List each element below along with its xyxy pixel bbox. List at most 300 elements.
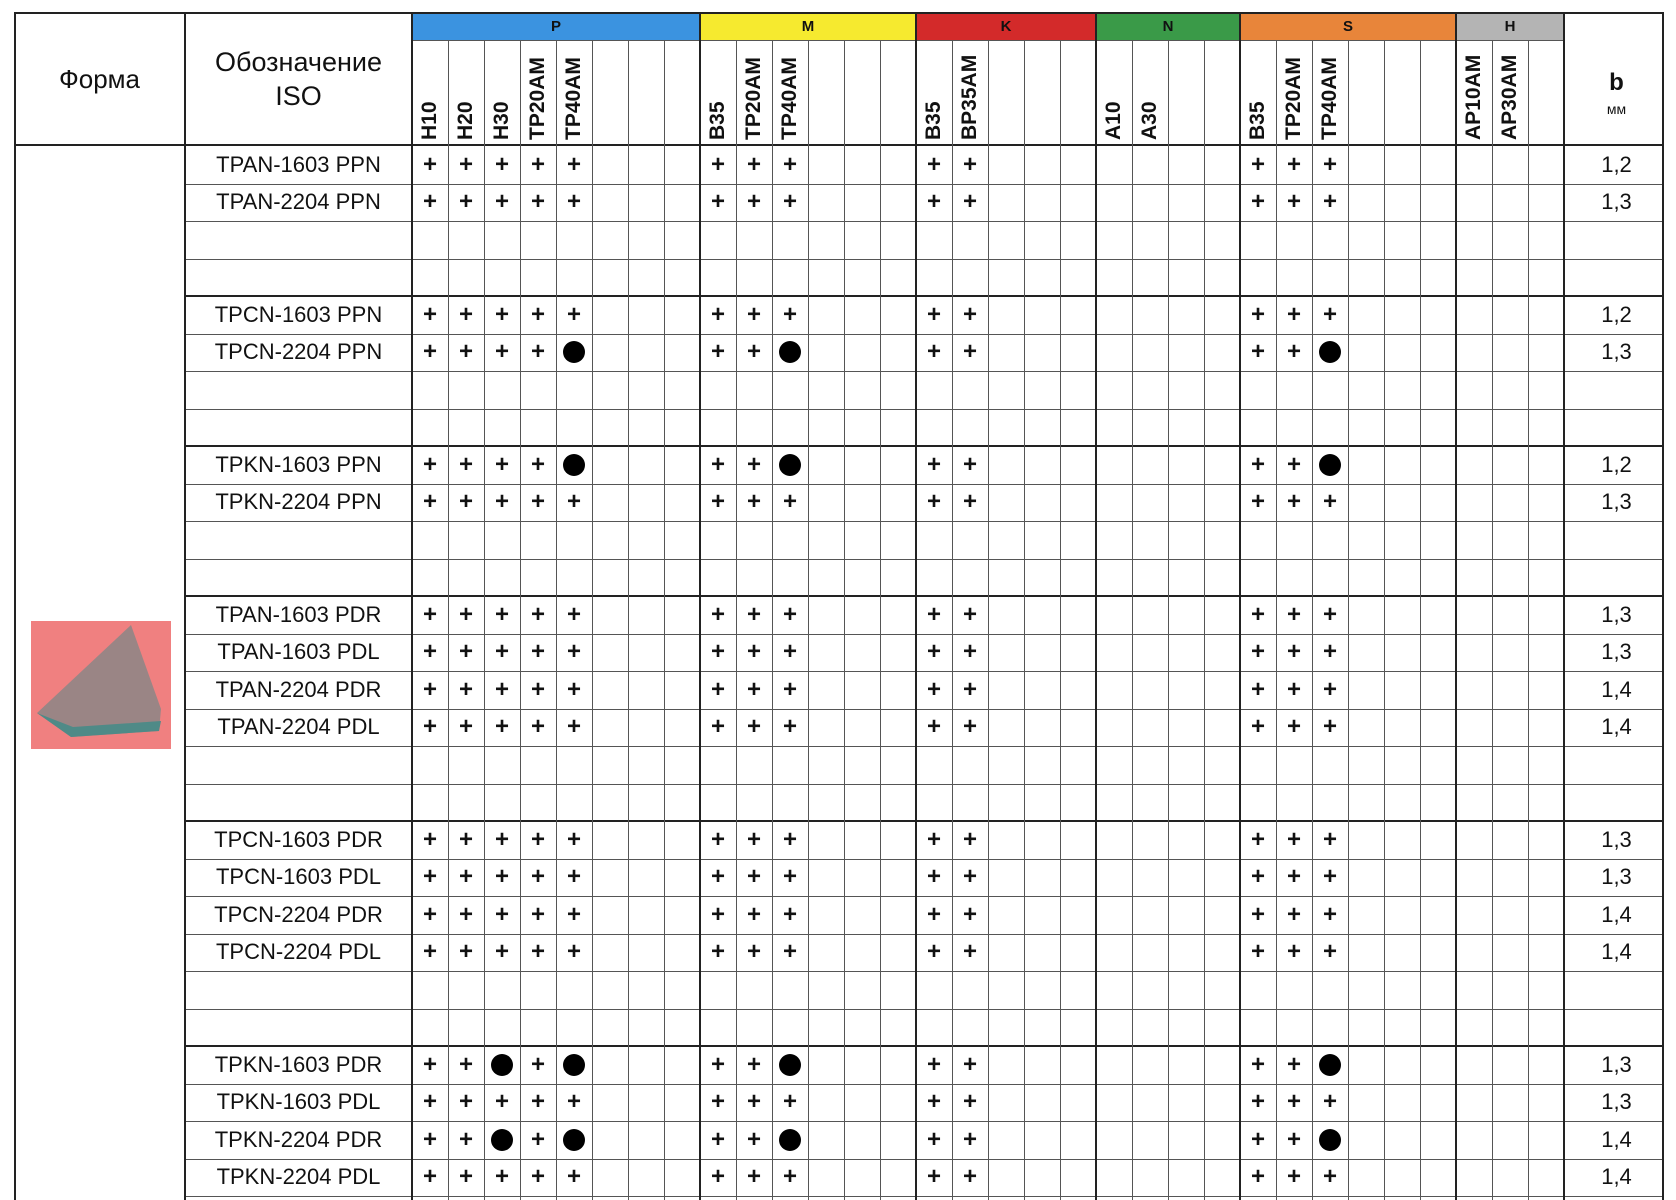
plus-mark: + xyxy=(1322,1163,1337,1190)
plus-mark: + xyxy=(458,450,473,478)
recommended-dot xyxy=(772,446,808,483)
plus-mark: + xyxy=(926,863,941,890)
plus-mark: + xyxy=(1250,1088,1265,1115)
iso-designation: TPAN-1603 PDR xyxy=(215,601,382,627)
plus-mark: + xyxy=(494,150,509,178)
plus-mark: + xyxy=(1286,488,1301,515)
column-divider xyxy=(664,40,665,1200)
plus-mark: + xyxy=(710,150,725,178)
column-label: BP35AM xyxy=(958,54,981,140)
plus-mark: + xyxy=(566,675,581,703)
plus-mark: + xyxy=(926,1163,941,1190)
b-value: 1,3 xyxy=(1601,864,1632,889)
plus-mark: + xyxy=(962,1088,977,1115)
forma-divider xyxy=(184,12,186,1200)
plus-mark: + xyxy=(746,863,761,890)
recommended-dot xyxy=(484,1046,520,1083)
plus-mark: + xyxy=(458,1050,473,1078)
plus-mark: + xyxy=(422,1088,437,1115)
group-divider xyxy=(1455,12,1457,1200)
plus-mark: + xyxy=(422,150,437,178)
plus-mark: + xyxy=(494,450,509,478)
plus-mark: + xyxy=(1322,713,1337,740)
header-iso-line2: ISO xyxy=(275,81,322,111)
column-divider xyxy=(1024,40,1025,1200)
iso-divider xyxy=(411,12,413,1200)
column-label: AP10AM xyxy=(1462,54,1485,140)
recommended-dot xyxy=(772,1121,808,1158)
plus-mark: + xyxy=(566,863,581,890)
plus-mark: + xyxy=(1322,600,1337,628)
plus-mark: + xyxy=(530,488,545,515)
plus-mark: + xyxy=(1286,450,1301,478)
dot-icon xyxy=(491,1054,513,1076)
recommended-dot xyxy=(772,334,808,371)
plus-mark: + xyxy=(926,1050,941,1078)
plus-mark: + xyxy=(1286,863,1301,890)
plus-mark: + xyxy=(530,1163,545,1190)
plus-mark: + xyxy=(1286,150,1301,178)
plus-mark: + xyxy=(782,675,797,703)
dot-icon xyxy=(1319,1054,1341,1076)
table-top-border xyxy=(14,12,1662,14)
plus-mark: + xyxy=(1322,638,1337,665)
b-value xyxy=(1571,409,1662,446)
plus-mark: + xyxy=(926,488,941,515)
plus-mark: + xyxy=(422,300,437,328)
plus-mark: + xyxy=(710,1125,725,1153)
plus-mark: + xyxy=(926,150,941,178)
plus-mark: + xyxy=(566,825,581,853)
recommended-dot xyxy=(1312,334,1348,371)
plus-mark: + xyxy=(746,300,761,328)
plus-mark: + xyxy=(530,188,545,215)
b-value: 1,3 xyxy=(1601,339,1632,364)
b-value xyxy=(1571,559,1662,596)
plus-mark: + xyxy=(782,863,797,890)
plus-mark: + xyxy=(566,638,581,665)
plus-mark: + xyxy=(1322,863,1337,890)
plus-mark: + xyxy=(494,900,509,928)
column-divider xyxy=(1384,40,1385,1200)
plus-mark: + xyxy=(530,300,545,328)
recommended-dot xyxy=(484,1121,520,1158)
plus-mark: + xyxy=(1250,825,1265,853)
plus-mark: + xyxy=(710,900,725,928)
plus-mark: + xyxy=(1286,638,1301,665)
plus-mark: + xyxy=(566,1088,581,1115)
b-value: 1,2 xyxy=(1601,451,1632,477)
plus-mark: + xyxy=(422,713,437,740)
plus-mark: + xyxy=(782,938,797,965)
plus-mark: + xyxy=(1322,300,1337,328)
group-divider xyxy=(699,12,701,1200)
plus-mark: + xyxy=(494,825,509,853)
plus-mark: + xyxy=(1250,1125,1265,1153)
plus-mark: + xyxy=(710,863,725,890)
plus-mark: + xyxy=(494,638,509,665)
block-divider xyxy=(185,445,1662,447)
header-b-unit: мм xyxy=(1606,101,1627,117)
plus-mark: + xyxy=(710,825,725,853)
iso-designation xyxy=(185,371,412,408)
plus-mark: + xyxy=(458,675,473,703)
plus-mark: + xyxy=(746,900,761,928)
plus-mark: + xyxy=(962,1125,977,1153)
plus-mark: + xyxy=(782,713,797,740)
b-value: 1,4 xyxy=(1601,1164,1632,1189)
b-value: 1,3 xyxy=(1601,489,1632,514)
plus-mark: + xyxy=(458,150,473,178)
plus-mark: + xyxy=(746,1050,761,1078)
column-label: B35 xyxy=(1246,101,1269,140)
plus-mark: + xyxy=(422,1050,437,1078)
b-value xyxy=(1571,746,1662,783)
b-value: 1,3 xyxy=(1601,189,1632,214)
plus-mark: + xyxy=(962,863,977,890)
plus-mark: + xyxy=(782,300,797,328)
plus-mark: + xyxy=(962,488,977,515)
column-divider xyxy=(1168,40,1169,1200)
b-value xyxy=(1571,1009,1662,1046)
iso-designation: TPAN-1603 PPN xyxy=(216,151,381,177)
plus-mark: + xyxy=(566,900,581,928)
column-divider xyxy=(1276,40,1277,1200)
column-label: TP20AM xyxy=(742,57,765,140)
plus-mark: + xyxy=(422,338,437,365)
plus-mark: + xyxy=(1322,825,1337,853)
table-right-border xyxy=(1662,12,1664,1200)
block-divider xyxy=(185,820,1662,822)
header-forma: Форма xyxy=(58,63,141,94)
b-value: 1,2 xyxy=(1601,151,1632,177)
plus-mark: + xyxy=(458,1125,473,1153)
iso-designation: TPKN-2204 PDR xyxy=(214,1126,383,1152)
group-header-s: S xyxy=(1240,12,1456,40)
plus-mark: + xyxy=(458,488,473,515)
plus-mark: + xyxy=(494,300,509,328)
iso-designation: TPKN-1603 PDL xyxy=(216,1089,381,1114)
recommended-dot xyxy=(556,446,592,483)
plus-mark: + xyxy=(746,150,761,178)
plus-mark: + xyxy=(530,1050,545,1078)
iso-designation: TPKN-2204 PPN xyxy=(215,489,382,514)
dot-icon xyxy=(563,1129,585,1151)
plus-mark: + xyxy=(422,600,437,628)
plus-mark: + xyxy=(422,1163,437,1190)
recommended-dot xyxy=(556,1046,592,1083)
plus-mark: + xyxy=(746,338,761,365)
plus-mark: + xyxy=(1286,713,1301,740)
column-divider xyxy=(1528,40,1529,1200)
plus-mark: + xyxy=(710,1088,725,1115)
group-header-n: N xyxy=(1096,12,1240,40)
column-label: TP20AM xyxy=(1282,57,1305,140)
plus-mark: + xyxy=(422,938,437,965)
plus-mark: + xyxy=(530,600,545,628)
plus-mark: + xyxy=(566,188,581,215)
dot-icon xyxy=(491,1129,513,1151)
plus-mark: + xyxy=(962,300,977,328)
plus-mark: + xyxy=(926,938,941,965)
column-label: TP40AM xyxy=(562,57,585,140)
plus-mark: + xyxy=(494,1163,509,1190)
plus-mark: + xyxy=(746,825,761,853)
plus-mark: + xyxy=(494,675,509,703)
iso-designation: TPAN-2204 PDR xyxy=(215,676,382,702)
plus-mark: + xyxy=(530,938,545,965)
plus-mark: + xyxy=(458,600,473,628)
iso-designation xyxy=(185,746,412,783)
plus-mark: + xyxy=(1322,488,1337,515)
column-divider xyxy=(952,40,953,1200)
plus-mark: + xyxy=(746,1163,761,1190)
plus-mark: + xyxy=(494,600,509,628)
column-label: H10 xyxy=(418,101,441,140)
b-value xyxy=(1571,971,1662,1008)
plus-mark: + xyxy=(566,600,581,628)
triangular-insert-icon xyxy=(31,621,171,749)
plus-mark: + xyxy=(422,863,437,890)
header-b-column xyxy=(1571,40,1662,146)
column-divider xyxy=(808,40,809,1200)
plus-mark: + xyxy=(530,150,545,178)
b-value: 1,3 xyxy=(1601,1051,1632,1077)
plus-mark: + xyxy=(746,600,761,628)
plus-mark: + xyxy=(782,1088,797,1115)
plus-mark: + xyxy=(926,675,941,703)
plus-mark: + xyxy=(458,1163,473,1190)
plus-mark: + xyxy=(1250,488,1265,515)
iso-designation xyxy=(185,971,412,1008)
column-divider xyxy=(628,40,629,1200)
dot-icon xyxy=(779,341,801,363)
plus-mark: + xyxy=(1322,675,1337,703)
plus-mark: + xyxy=(458,863,473,890)
iso-designation: TPCN-2204 PDL xyxy=(215,939,382,964)
b-value: 1,3 xyxy=(1601,639,1632,664)
plus-mark: + xyxy=(746,938,761,965)
plus-mark: + xyxy=(710,713,725,740)
column-label: A30 xyxy=(1138,101,1161,140)
plus-mark: + xyxy=(962,150,977,178)
column-divider xyxy=(880,40,881,1200)
plus-mark: + xyxy=(530,1125,545,1153)
plus-mark: + xyxy=(746,713,761,740)
column-divider xyxy=(556,40,557,1200)
group-divider xyxy=(915,12,917,1200)
plus-mark: + xyxy=(962,638,977,665)
b-value: 1,4 xyxy=(1601,939,1632,964)
plus-mark: + xyxy=(1286,338,1301,365)
plus-mark: + xyxy=(422,825,437,853)
plus-mark: + xyxy=(962,825,977,853)
column-divider xyxy=(772,40,773,1200)
plus-mark: + xyxy=(746,1125,761,1153)
plus-mark: + xyxy=(530,1088,545,1115)
iso-designation: TPCN-1603 PDL xyxy=(215,864,382,889)
plus-mark: + xyxy=(1286,900,1301,928)
plus-mark: + xyxy=(566,713,581,740)
group-header-m: M xyxy=(700,12,916,40)
plus-mark: + xyxy=(710,488,725,515)
plus-mark: + xyxy=(710,450,725,478)
plus-mark: + xyxy=(710,338,725,365)
plus-mark: + xyxy=(530,450,545,478)
plus-mark: + xyxy=(422,188,437,215)
plus-mark: + xyxy=(494,1088,509,1115)
plus-mark: + xyxy=(458,900,473,928)
plus-mark: + xyxy=(458,638,473,665)
plus-mark: + xyxy=(422,488,437,515)
plus-mark: + xyxy=(422,900,437,928)
iso-designation: TPAN-2204 PDL xyxy=(217,714,380,739)
plus-mark: + xyxy=(494,938,509,965)
recommended-dot xyxy=(556,1121,592,1158)
iso-designation: TPKN-2204 PDL xyxy=(216,1164,381,1189)
header-iso-designation xyxy=(185,12,412,146)
plus-mark: + xyxy=(782,825,797,853)
b-value: 1,4 xyxy=(1601,714,1632,739)
column-label: A10 xyxy=(1102,101,1125,140)
plus-mark: + xyxy=(530,900,545,928)
column-divider xyxy=(1348,40,1349,1200)
group-divider xyxy=(1239,12,1241,1200)
plus-mark: + xyxy=(530,675,545,703)
plus-mark: + xyxy=(926,300,941,328)
plus-mark: + xyxy=(962,188,977,215)
iso-designation xyxy=(185,521,412,558)
plus-mark: + xyxy=(1250,338,1265,365)
b-value: 1,4 xyxy=(1601,1126,1632,1152)
column-divider xyxy=(592,40,593,1200)
plus-mark: + xyxy=(422,675,437,703)
column-divider xyxy=(1312,40,1313,1200)
plus-mark: + xyxy=(926,1088,941,1115)
dot-icon xyxy=(779,454,801,476)
plus-mark: + xyxy=(1286,1125,1301,1153)
column-label: B35 xyxy=(922,101,945,140)
group-header-p: P xyxy=(412,12,700,40)
plus-mark: + xyxy=(1286,300,1301,328)
plus-mark: + xyxy=(962,1050,977,1078)
iso-designation xyxy=(185,784,412,821)
dot-icon xyxy=(1319,1129,1341,1151)
plus-mark: + xyxy=(458,300,473,328)
b-value: 1,2 xyxy=(1601,301,1632,327)
column-divider xyxy=(1132,40,1133,1200)
b-value: 1,3 xyxy=(1601,1089,1632,1114)
plus-mark: + xyxy=(566,488,581,515)
plus-mark: + xyxy=(566,938,581,965)
b-value: 1,3 xyxy=(1601,826,1632,852)
plus-mark: + xyxy=(710,638,725,665)
plus-mark: + xyxy=(494,488,509,515)
plus-mark: + xyxy=(782,900,797,928)
plus-mark: + xyxy=(926,188,941,215)
column-label: TP40AM xyxy=(778,57,801,140)
plus-mark: + xyxy=(1250,150,1265,178)
plus-mark: + xyxy=(1250,450,1265,478)
plus-mark: + xyxy=(1286,675,1301,703)
plus-mark: + xyxy=(422,638,437,665)
plus-mark: + xyxy=(1250,938,1265,965)
plus-mark: + xyxy=(422,1125,437,1153)
plus-mark: + xyxy=(962,900,977,928)
plus-mark: + xyxy=(1250,675,1265,703)
column-label: TP20AM xyxy=(526,57,549,140)
plus-mark: + xyxy=(962,713,977,740)
b-value: 1,3 xyxy=(1601,601,1632,627)
block-divider xyxy=(185,295,1662,297)
header-bottom-border xyxy=(14,144,1662,146)
plus-mark: + xyxy=(1250,600,1265,628)
group-header-h: H xyxy=(1456,12,1564,40)
plus-mark: + xyxy=(1250,863,1265,890)
recommended-dot xyxy=(1312,446,1348,483)
plus-mark: + xyxy=(962,338,977,365)
plus-mark: + xyxy=(782,150,797,178)
plus-mark: + xyxy=(458,938,473,965)
iso-designation: TPAN-2204 PPN xyxy=(216,189,381,214)
iso-designation: TPCN-2204 PDR xyxy=(214,901,383,927)
b-value xyxy=(1571,221,1662,258)
block-divider xyxy=(185,595,1662,597)
recommended-dot xyxy=(1312,1121,1348,1158)
plus-mark: + xyxy=(782,188,797,215)
column-label: H30 xyxy=(490,101,513,140)
plus-mark: + xyxy=(1250,300,1265,328)
plus-mark: + xyxy=(746,638,761,665)
plus-mark: + xyxy=(458,338,473,365)
plus-mark: + xyxy=(926,1125,941,1153)
row-divider xyxy=(185,1196,1662,1197)
plus-mark: + xyxy=(1322,188,1337,215)
iso-designation xyxy=(185,559,412,596)
plus-mark: + xyxy=(530,825,545,853)
plus-mark: + xyxy=(1250,900,1265,928)
recommended-dot xyxy=(1312,1046,1348,1083)
b-value xyxy=(1571,259,1662,296)
plus-mark: + xyxy=(710,1163,725,1190)
iso-designation: TPCN-1603 PPN xyxy=(214,301,383,327)
plus-mark: + xyxy=(566,150,581,178)
iso-designation: TPKN-1603 PDR xyxy=(214,1051,383,1077)
column-divider xyxy=(988,40,989,1200)
plus-mark: + xyxy=(746,488,761,515)
column-divider xyxy=(484,40,485,1200)
plus-mark: + xyxy=(926,600,941,628)
dot-icon xyxy=(1319,341,1341,363)
plus-mark: + xyxy=(458,713,473,740)
recommended-dot xyxy=(772,1046,808,1083)
plus-mark: + xyxy=(926,713,941,740)
iso-designation xyxy=(185,259,412,296)
plus-mark: + xyxy=(458,188,473,215)
b-value: 1,4 xyxy=(1601,676,1632,702)
plus-mark: + xyxy=(962,938,977,965)
plus-mark: + xyxy=(1286,1050,1301,1078)
dot-icon xyxy=(1319,454,1341,476)
column-divider xyxy=(448,40,449,1200)
iso-designation xyxy=(185,409,412,446)
plus-mark: + xyxy=(926,825,941,853)
plus-mark: + xyxy=(1286,188,1301,215)
iso-designation: TPCN-1603 PDR xyxy=(214,826,383,852)
plus-mark: + xyxy=(926,338,941,365)
iso-designation: TPCN-2204 PPN xyxy=(214,339,383,364)
group-divider xyxy=(1095,12,1097,1200)
